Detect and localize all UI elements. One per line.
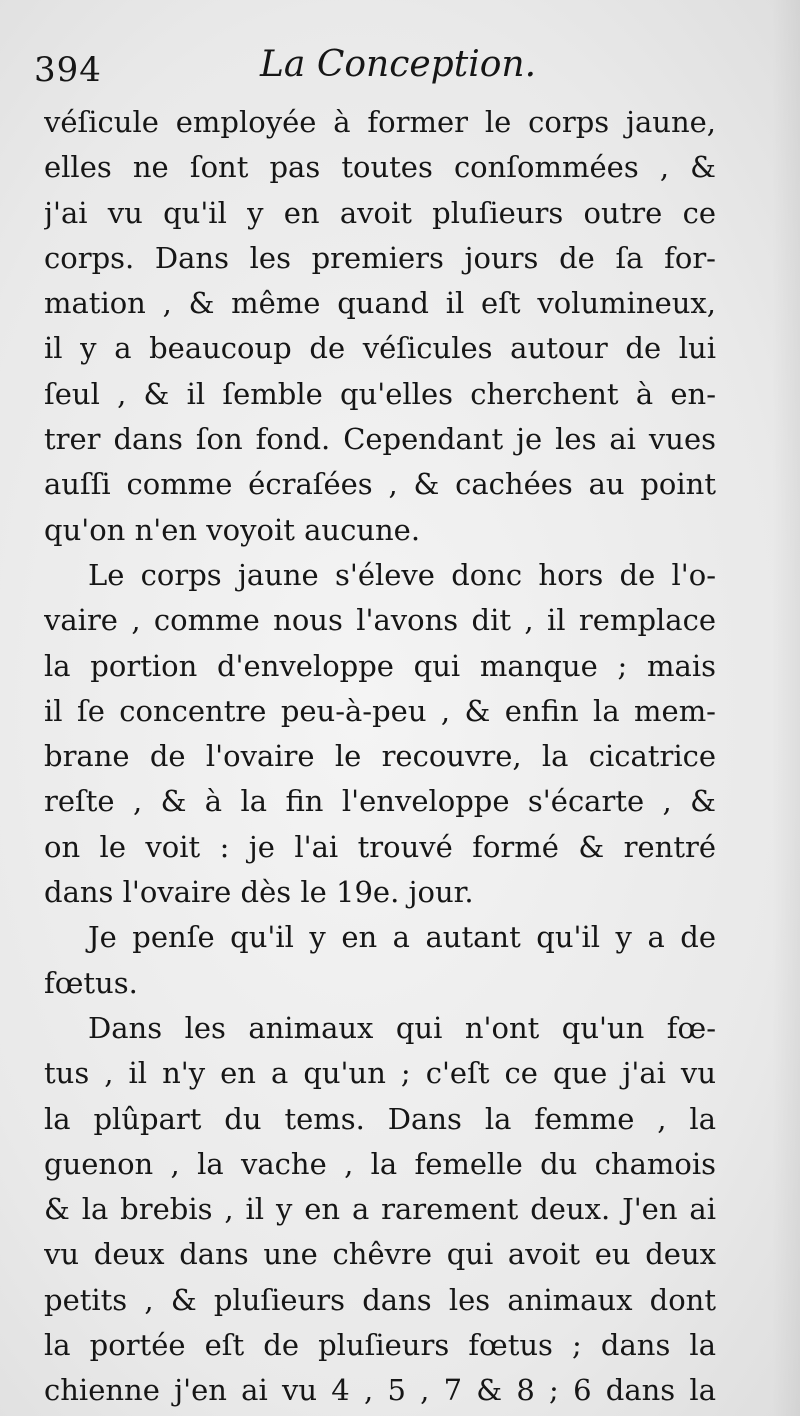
text-line: Le corps jaune s'éleve donc hors de l'o- [88, 557, 716, 592]
body-text [44, 100, 716, 1414]
text-line: la portée eſt de pluſieurs fœtus ; dans la [44, 1328, 716, 1363]
text-line: fœtus. [44, 965, 138, 1000]
text-line: tus , il n'y en a qu'un ; c'eſt ce que j'ai vu [44, 1056, 716, 1091]
running-title: La Conception. [260, 44, 537, 85]
text-line: & la brebis , il y en a rarement deux. J'en ai [44, 1192, 716, 1227]
running-head [34, 44, 724, 94]
text-line: qu'on n'en voyoit aucune. [44, 512, 421, 547]
text-line: la portion d'enveloppe qui manque ; mais [44, 648, 716, 683]
text-line: Dans les animaux qui n'ont qu'un fœ- [88, 1010, 716, 1045]
text-line: ſeul , & il ſemble qu'elles cherchent à en- [44, 376, 716, 411]
text-line: corps. Dans les premiers jours de ſa for- [44, 240, 716, 275]
text-line: auſſi comme écraſées , & cachées au point [44, 467, 716, 502]
text-line: elles ne ſont pas toutes conſommées , & [44, 150, 716, 185]
text-line: Je penſe qu'il y en a autant qu'il y a de [88, 920, 716, 955]
page-gutter-shadow [772, 0, 800, 1416]
text-line: chienne j'en ai vu 4 , 5 , 7 & 8 ; 6 dans la [44, 1373, 716, 1408]
text-line: mation , & même quand il eſt volumineux, [44, 286, 716, 321]
text-line: reſte , & à la fin l'enveloppe s'écarte , & [44, 784, 716, 819]
text-line: on le voit : je l'ai trouvé formé & rentré [44, 829, 716, 864]
text-line: brane de l'ovaire le recouvre, la cicatrice [44, 739, 716, 774]
text-line: véſicule employée à former le corps jaune, [44, 105, 716, 139]
text-line: vaire , comme nous l'avons dit , il remplace [44, 603, 716, 638]
text-line: petits , & pluſieurs dans les animaux dont [44, 1282, 716, 1317]
text-line: la plûpart du tems. Dans la femme , la [44, 1101, 716, 1136]
text-line: il y a beaucoup de véſicules autour de lui [44, 331, 716, 366]
text-line: il ſe concentre peu-à-peu , & enfin la mem- [44, 693, 716, 728]
page-number: 394 [34, 50, 102, 90]
text-line: j'ai vu qu'il y en avoit pluſieurs outre ce [44, 195, 716, 230]
text-line: vu deux dans une chêvre qui avoit eu deux [44, 1237, 716, 1272]
text-line: dans l'ovaire dès le 19e. jour. [44, 875, 474, 910]
text-line: trer dans ſon fond. Cependant je les ai vues [44, 422, 716, 457]
text-line: guenon , la vache , la femelle du chamois [44, 1146, 716, 1181]
